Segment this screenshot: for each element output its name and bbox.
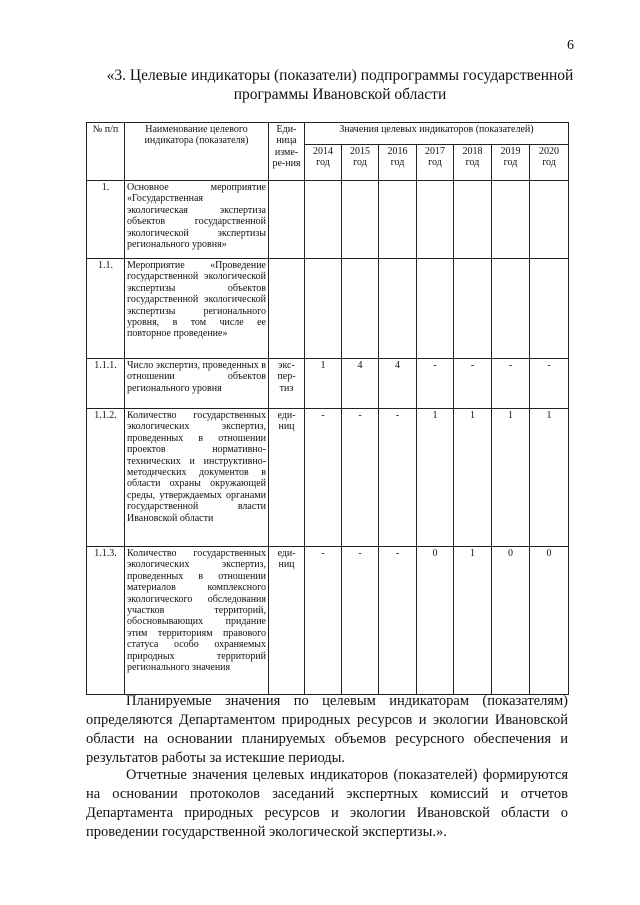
- header-year: 2018 год: [454, 145, 492, 181]
- table-row: [87, 547, 569, 695]
- row-value: 1: [454, 547, 492, 695]
- row-value: [492, 181, 530, 259]
- header-year: 2017 год: [417, 145, 454, 181]
- row-value: -: [530, 359, 569, 409]
- row-name: Основное мероприятие «Государственная экологическая экспертиза объектов государственной экологической экспертизы регионального уровня»: [125, 181, 269, 259]
- row-value: -: [305, 409, 342, 547]
- row-value: 0: [492, 547, 530, 695]
- row-unit: [269, 181, 305, 259]
- row-value: [342, 259, 379, 359]
- header-year: 2015 год: [342, 145, 379, 181]
- row-value: [379, 181, 417, 259]
- row-value: [492, 259, 530, 359]
- row-value: [454, 259, 492, 359]
- header-year: 2019 год: [492, 145, 530, 181]
- indicators-table: [86, 122, 569, 695]
- header-year: 2014 год: [305, 145, 342, 181]
- row-value: -: [342, 547, 379, 695]
- row-unit: экс-пер-тиз: [269, 359, 305, 409]
- row-no: 1.: [87, 181, 125, 259]
- paragraph-planned: Планируемые значения по целевым индикаторам (показателям) определяются Департаментом природных ресурсов и экологии Ивановской области на основании планируемых объемов ресурсного обеспечения и результатов работы за истекшие периоды.: [86, 693, 568, 766]
- row-unit: еди-ниц: [269, 409, 305, 547]
- row-value: -: [379, 409, 417, 547]
- row-value: -: [305, 547, 342, 695]
- row-value: -: [342, 409, 379, 547]
- row-value: 1: [530, 409, 569, 547]
- row-value: 4: [379, 359, 417, 409]
- row-value: [305, 259, 342, 359]
- row-value: -: [454, 359, 492, 409]
- row-value: [530, 259, 569, 359]
- row-value: 0: [530, 547, 569, 695]
- header-year: 2016 год: [379, 145, 417, 181]
- table-row: [87, 259, 569, 359]
- row-value: [454, 181, 492, 259]
- paragraph-reported: Отчетные значения целевых индикаторов (показателей) формируются на основании протоколов заседаний экспертных комиссий и отчетов Департамента природных ресурсов и экологии Ивановской области о проведении государственной экологической экспертизы.».: [86, 767, 568, 840]
- table-row: [87, 359, 569, 409]
- header-values-group: Значения целевых индикаторов (показателей): [305, 123, 569, 145]
- row-value: [379, 259, 417, 359]
- section-title-line-1: «3. Целевые индикаторы (показатели) подпрограммы государственной: [106, 67, 574, 84]
- row-name: Количество государственных экологических экспертиз, проведенных в отношении проектов нормативно-технических и инструктивно-методических документов в области охраны окружающей среды, утверждаемых органами государственной власти Ивановской области: [125, 409, 269, 547]
- row-value: [530, 181, 569, 259]
- row-no: 1.1.2.: [87, 409, 125, 547]
- row-value: -: [417, 359, 454, 409]
- header-name: Наименование целевого индикатора (показателя): [125, 123, 269, 181]
- row-unit: еди-ниц: [269, 547, 305, 695]
- row-value: -: [379, 547, 417, 695]
- row-value: 1: [305, 359, 342, 409]
- row-name: Количество государственных экологических экспертиз, проведенных в отношении материалов комплексного экологического обследования участков территорий, обосновывающих придание этим территориям правового статуса особо охраняемых природных территорий регионального значения: [125, 547, 269, 695]
- page-number: 6: [567, 38, 574, 53]
- section-title: [80, 66, 600, 104]
- header-year: 2020 год: [530, 145, 569, 181]
- header-no: № п/п: [87, 123, 125, 181]
- row-value: 1: [417, 409, 454, 547]
- row-value: [305, 181, 342, 259]
- row-value: [342, 181, 379, 259]
- row-value: 1: [454, 409, 492, 547]
- table-row: [87, 409, 569, 547]
- row-unit: [269, 259, 305, 359]
- row-no: 1.1.1.: [87, 359, 125, 409]
- row-no: 1.1.3.: [87, 547, 125, 695]
- row-value: 1: [492, 409, 530, 547]
- row-no: 1.1.: [87, 259, 125, 359]
- row-value: -: [492, 359, 530, 409]
- row-value: 0: [417, 547, 454, 695]
- section-title-line-2: программы Ивановской области: [233, 86, 447, 103]
- row-value: 4: [342, 359, 379, 409]
- row-name: Мероприятие «Проведение государственной экологической экспертизы объектов государственной экологической экспертизы регионального уровня, в том числе ее повторное проведение»: [125, 259, 269, 359]
- header-unit: Еди-ница изме-ре-ния: [269, 123, 305, 181]
- row-name: Число экспертиз, проведенных в отношении объектов регионального уровня: [125, 359, 269, 409]
- row-value: [417, 181, 454, 259]
- row-value: [417, 259, 454, 359]
- table-row: [87, 181, 569, 259]
